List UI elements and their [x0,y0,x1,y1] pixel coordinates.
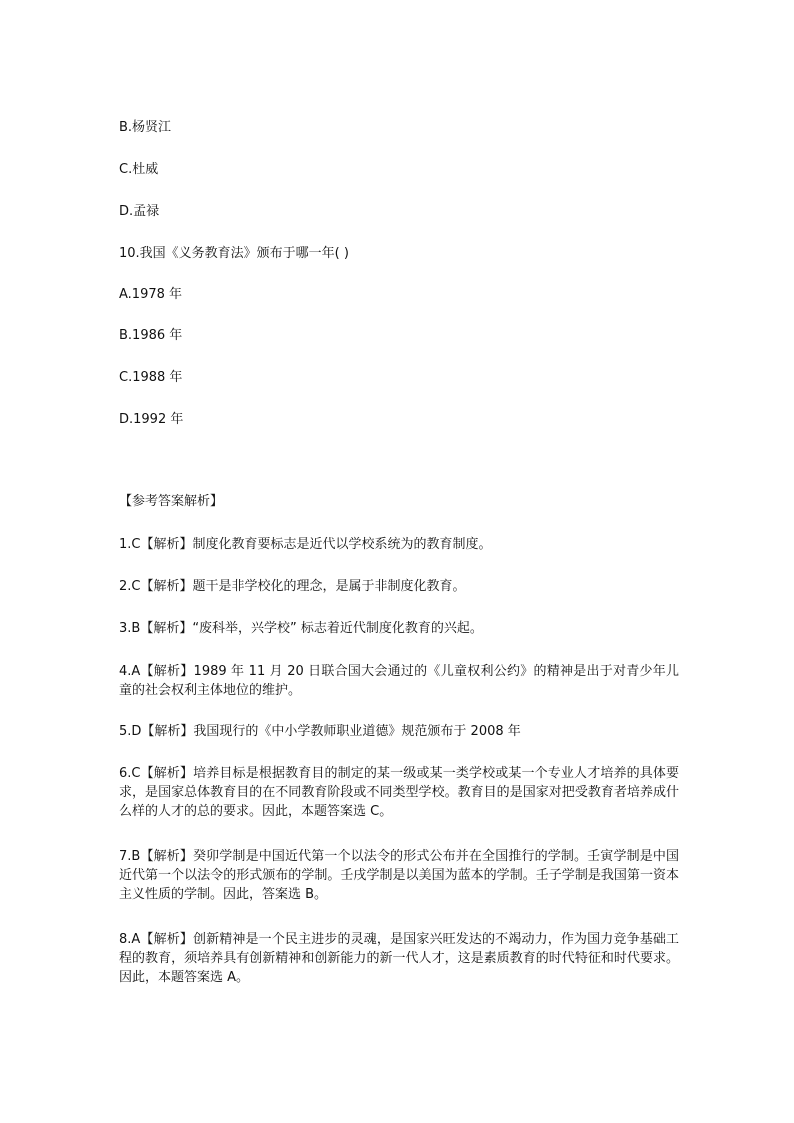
answer-item-5: 5.D【解析】我国现行的《中小学教师职业道德》规范颁布于 2008 年 [119,724,521,739]
answer-item-4: 4.A【解析】1989 年 11 月 20 日联合国大会通过的《儿童权利公约》的精神是出于对青少年儿童的社会权利主体地位的维护。 [119,664,679,698]
question-10: 10.我国《义务教育法》颁布于哪一年( ) [119,246,349,261]
answer-item-2: 2.C【解析】题干是非学校化的理念，是属于非制度化教育。 [119,579,466,594]
q10-option-a: A.1978 年 [119,287,183,302]
q10-option-c: C.1988 年 [119,370,183,385]
option-b-yang-xianjiang: B.杨贤江 [119,120,172,135]
answer-item-7: 7.B【解析】癸卯学制是中国近代第一个以法令的形式公布并在全国推行的学制。壬寅学制是中国近代第一个以法令的形式颁布的学制。壬戌学制是以美国为蓝本的学制。壬子学制是我国第一资本主义性质的学制。因此，答案选 B。 [119,849,679,902]
answer-item-6: 6.C【解析】培养目标是根据教育目的制定的某一级或某一类学校或某一个专业人才培养的具体要求，是国家总体教育目的在不同教育阶段或不同类型学校。教育目的是国家对把受教育者培养成什么样的人才的总的要求。因此，本题答案选 C。 [119,766,679,819]
answers-heading: 【参考答案解析】 [119,494,224,509]
answer-item-8: 8.A【解析】创新精神是一个民主进步的灵魂，是国家兴旺发达的不竭动力，作为国力竞争基础工程的教育，须培养具有创新精神和创新能力的新一代人才，这是素质教育的时代特征和时代要求。因此，本题答案选 A。 [119,932,679,985]
q10-option-b: B.1986 年 [119,328,183,343]
option-d-monroe: D.孟禄 [119,204,160,219]
answer-item-3: 3.B【解析】“废科举，兴学校” 标志着近代制度化教育的兴起。 [119,621,483,636]
option-c-dewey: C.杜威 [119,162,159,177]
answer-item-1: 1.C【解析】制度化教育要标志是近代以学校系统为的教育制度。 [119,537,492,552]
q10-option-d: D.1992 年 [119,412,184,427]
